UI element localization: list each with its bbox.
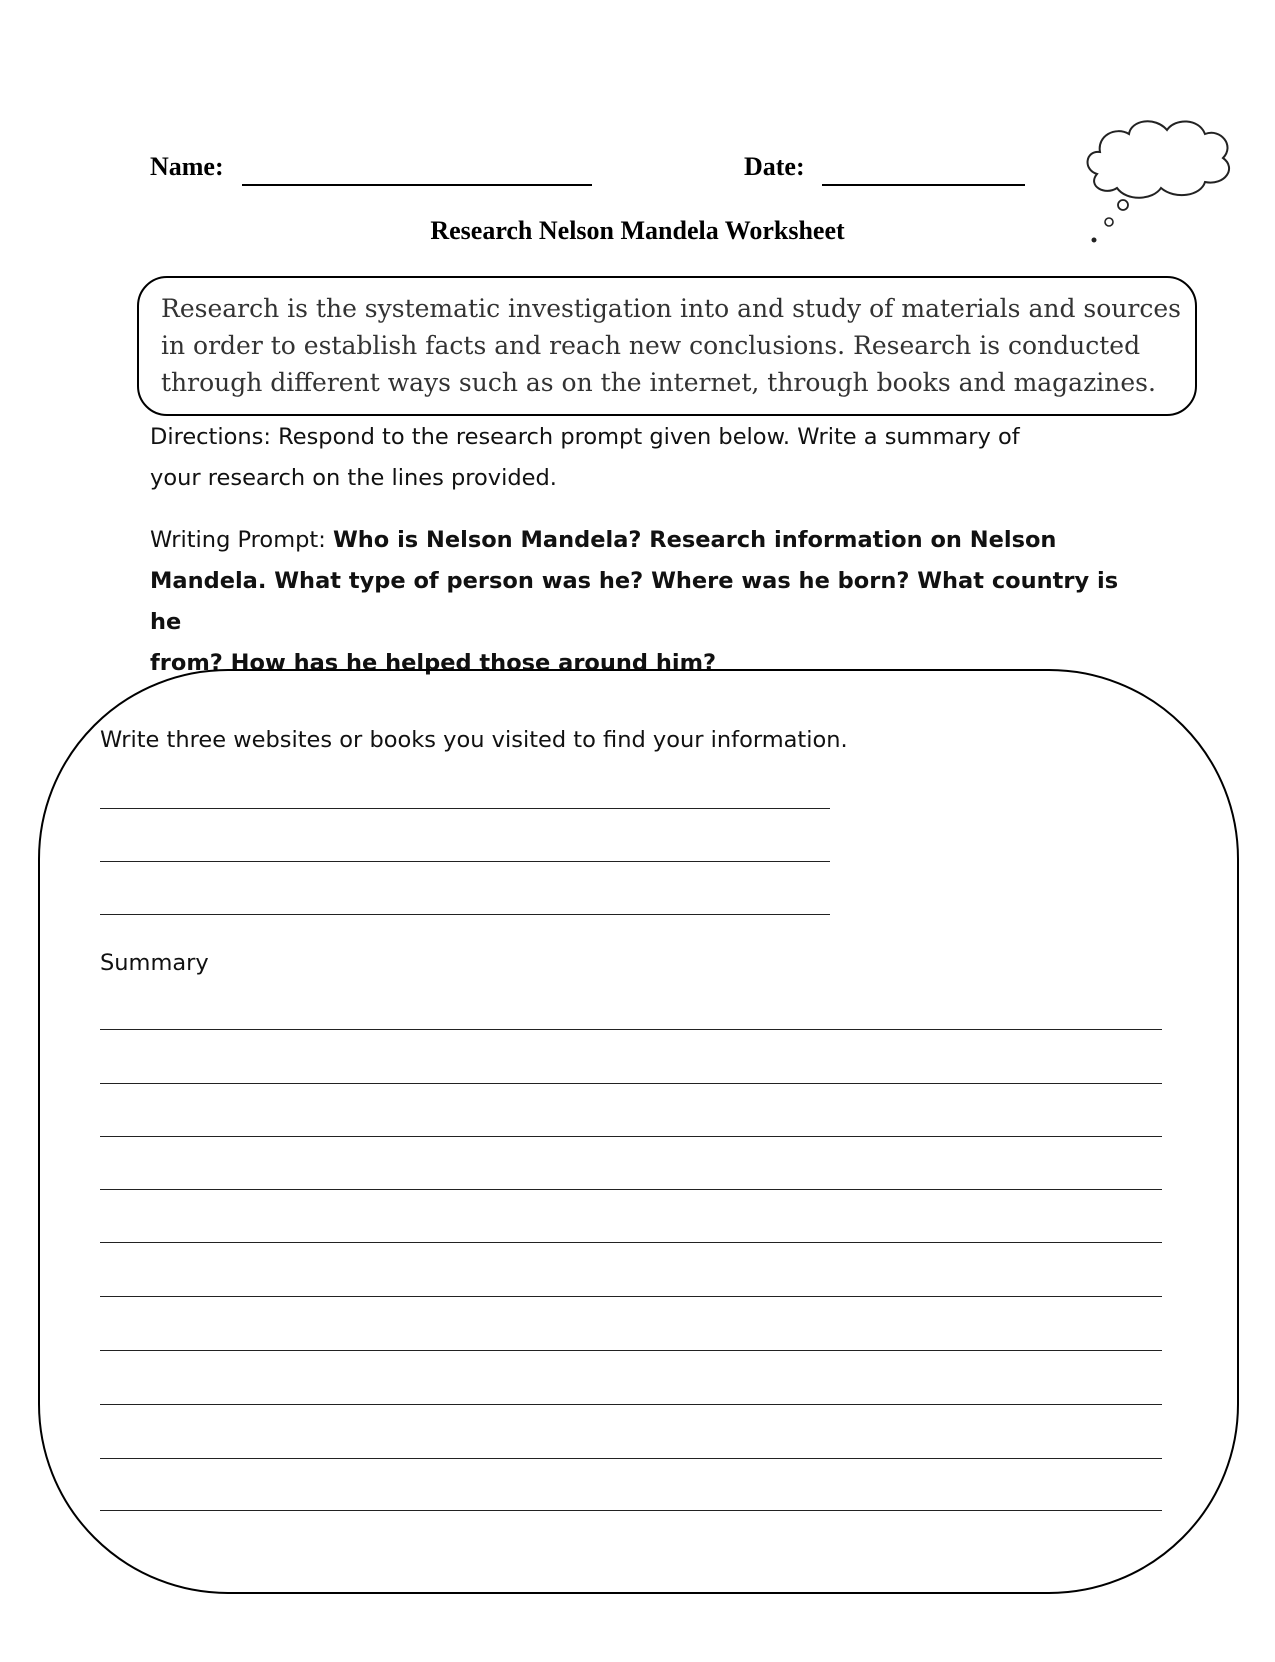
date-field-line[interactable]: [822, 184, 1025, 186]
name-label: Name:: [150, 152, 224, 181]
date-label: Date:: [744, 152, 805, 181]
definition-box: [137, 276, 1197, 416]
writing-prompt: [150, 520, 1150, 684]
sources-instruction: Write three websites or books you visited to find your information.: [100, 727, 848, 753]
source-line-2[interactable]: [100, 861, 830, 862]
source-line-3[interactable]: [100, 914, 830, 915]
summary-label: Summary: [100, 950, 209, 976]
summary-line[interactable]: [100, 1189, 1162, 1190]
summary-line[interactable]: [100, 1029, 1162, 1030]
definition-text: Research is the systematic investigation into and study of materials and sources in order to establish facts and reach new conclusions. Research is conducted through different ways such as on the internet, through books and magazines.: [161, 294, 1181, 397]
directions-line-2: your research on the lines provided.: [150, 465, 557, 491]
prompt-line-3: from? How has he helped those around him?: [150, 650, 717, 676]
summary-line[interactable]: [100, 1242, 1162, 1243]
directions: [150, 417, 1150, 499]
summary-line[interactable]: [100, 1404, 1162, 1405]
prompt-label: Writing Prompt:: [150, 527, 333, 553]
summary-line[interactable]: [100, 1510, 1162, 1511]
summary-line[interactable]: [100, 1296, 1162, 1297]
source-line-1[interactable]: [100, 808, 830, 809]
summary-line[interactable]: [100, 1083, 1162, 1084]
prompt-line-2: Mandela. What type of person was he? Where was he born? What country is he: [150, 568, 1119, 635]
summary-line[interactable]: [100, 1136, 1162, 1137]
prompt-line-1: Who is Nelson Mandela? Research information on Nelson: [332, 527, 1057, 553]
page-title: Research Nelson Mandela Worksheet: [430, 216, 845, 245]
summary-line[interactable]: [100, 1458, 1162, 1459]
summary-line[interactable]: [100, 1350, 1162, 1351]
directions-line-1: Directions: Respond to the research prompt given below. Write a summary of: [150, 424, 1020, 450]
name-field-line[interactable]: [242, 184, 592, 186]
